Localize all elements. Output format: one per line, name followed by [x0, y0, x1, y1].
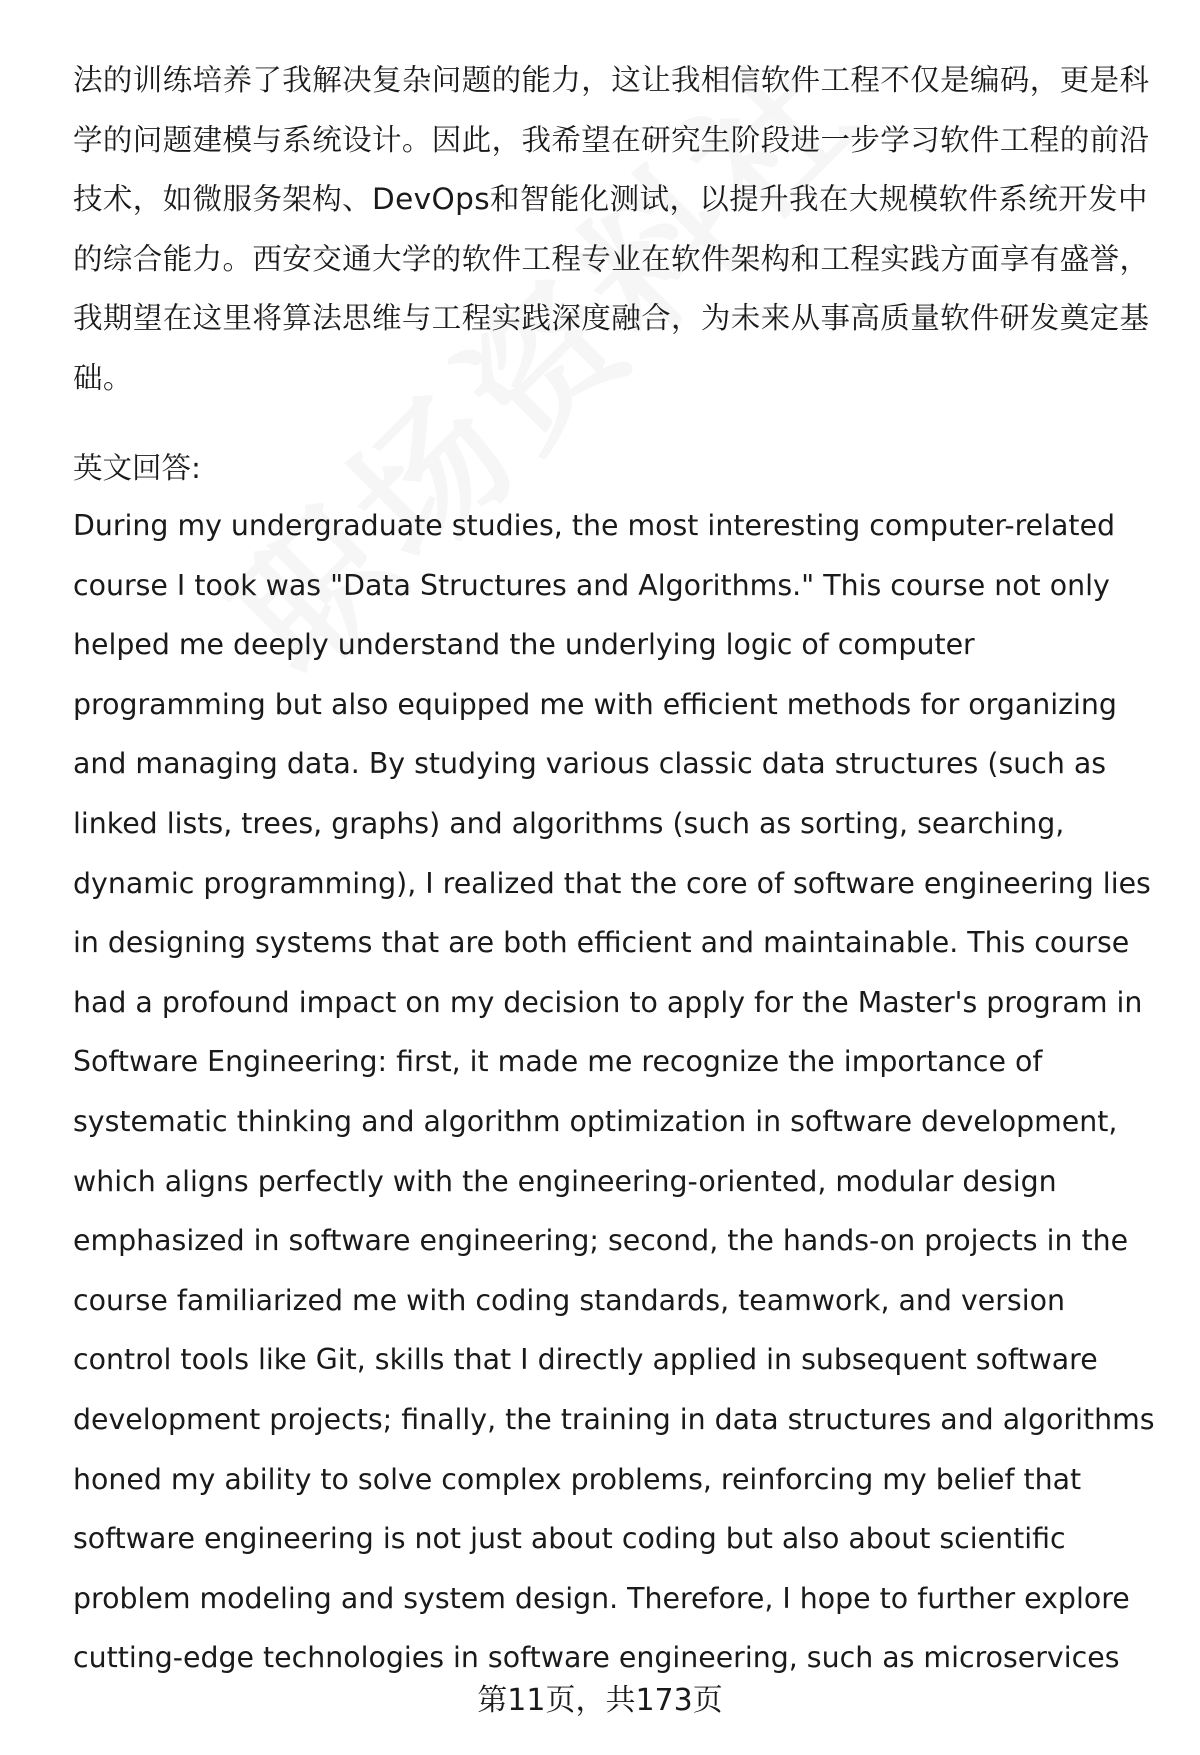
english-line: emphasized in software engineering; second, the hands-on projects in the	[73, 1224, 1129, 1258]
english-answer-heading: 英文回答:	[73, 451, 201, 485]
english-line: course familiarized me with coding standards, teamwork, and version	[73, 1283, 1065, 1317]
english-line: problem modeling and system design. Therefore, I hope to further explore	[73, 1581, 1130, 1615]
english-line: course I took was "Data Structures and Algorithms." This course not only	[73, 568, 1110, 602]
english-line: in designing systems that are both efficient and maintainable. This course	[73, 926, 1130, 960]
chinese-line: 学的问题建模与系统设计。因此，我希望在研究生阶段进一步学习软件工程的前沿	[73, 122, 1150, 157]
chinese-line: 础。	[73, 360, 133, 395]
english-line: and managing data. By studying various classic data structures (such as	[73, 747, 1107, 781]
english-line: development projects; finally, the training in data structures and algorithms	[73, 1402, 1155, 1436]
english-answer-paragraph	[73, 496, 1163, 1688]
english-line: honed my ability to solve complex problems, reinforcing my belief that	[73, 1462, 1082, 1496]
english-line: which aligns perfectly with the engineering-oriented, modular design	[73, 1164, 1057, 1198]
english-line: Software Engineering: first, it made me recognize the importance of	[73, 1045, 1043, 1079]
english-line: dynamic programming), I realized that the core of software engineering lies	[73, 866, 1151, 900]
english-line: programming but also equipped me with efficient methods for organizing	[73, 687, 1117, 721]
english-line: cutting-edge technologies in software engineering, such as microservices	[73, 1641, 1120, 1675]
chinese-answer-paragraph	[73, 51, 1163, 409]
chinese-line: 法的训练培养了我解决复杂问题的能力，这让我相信软件工程不仅是编码，更是科	[73, 63, 1150, 97]
english-line: systematic thinking and algorithm optimization in software development,	[73, 1104, 1118, 1138]
english-line: control tools like Git, skills that I directly applied in subsequent software	[73, 1343, 1098, 1377]
chinese-line: 技术，如微服务架构、DevOps和智能化测试，以提升我在大规模软件系统开发中	[73, 182, 1148, 217]
chinese-line: 我期望在这里将算法思维与工程实践深度融合，为未来从事高质量软件研发奠定基	[73, 301, 1150, 336]
english-line: had a profound impact on my decision to apply for the Master's program in	[73, 985, 1143, 1019]
chinese-line: 的综合能力。西安交通大学的软件工程专业在软件架构和工程实践方面享有盛誉，	[73, 241, 1150, 276]
english-line: software engineering is not just about coding but also about scientific	[73, 1522, 1066, 1556]
english-line: linked lists, trees, graphs) and algorithms (such as sorting, searching,	[73, 806, 1065, 840]
page-number-footer: 第11页，共173页	[477, 1683, 723, 1718]
english-line: During my undergraduate studies, the most interesting computer-related	[73, 509, 1116, 542]
english-line: helped me deeply understand the underlying logic of computer	[73, 628, 975, 662]
